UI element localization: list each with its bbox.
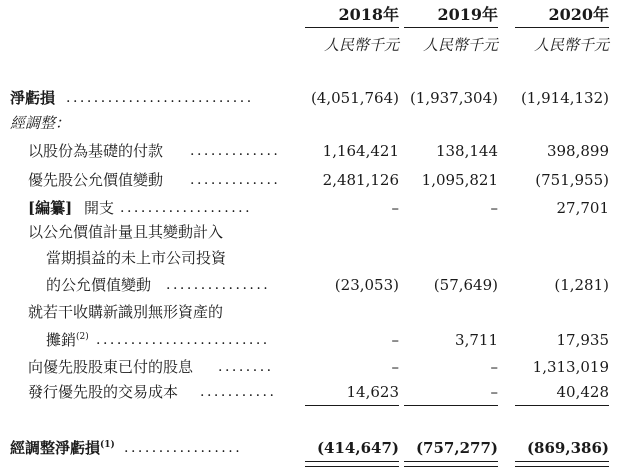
value-2018: (4,051,764): [310, 89, 399, 107]
leader-dots: .........................: [96, 332, 270, 348]
value-2020: 27,701: [556, 199, 609, 217]
value-2019: –: [490, 199, 498, 217]
leader-dots: ...............: [166, 277, 271, 293]
leader-dots: ...................: [120, 200, 253, 216]
header-rule-2018: [305, 27, 399, 28]
subtotal-rule-2020: [515, 405, 609, 406]
year-header-2019: 2019年: [437, 5, 498, 24]
value-2020: 40,428: [556, 383, 609, 401]
value-2020: (1,281): [554, 276, 609, 294]
value-2019: –: [490, 383, 498, 401]
table-row-dividends: [0, 357, 640, 383]
row-label: 開支: [84, 199, 115, 217]
row-label: 攤銷: [46, 331, 77, 349]
header-rule-2020: [515, 27, 609, 28]
footnote-ref: (2): [76, 332, 89, 342]
value-2018: –: [391, 331, 399, 349]
year-header-2018: 2018年: [338, 5, 399, 24]
year-header-2020: 2020年: [548, 5, 609, 24]
row-label: 以股份為基礎的付款: [28, 142, 164, 160]
value-2020: 17,935: [556, 331, 609, 349]
row-label: 向優先股股東已付的股息: [28, 358, 194, 376]
table-row-share-based-payment: [0, 141, 640, 167]
table-row-fv-line-3: [0, 275, 640, 301]
table-row-fv-line-1: [0, 222, 640, 248]
table-row-amortization-line-2: [0, 330, 640, 356]
table-row-adjusted-by: [0, 113, 640, 139]
row-label: 的公允價值變動: [46, 276, 152, 294]
row-label: 經調整：: [10, 114, 71, 132]
table-row-net-loss: [0, 88, 640, 114]
leader-dots: ........: [218, 359, 274, 375]
value-2018: 14,623: [346, 383, 399, 401]
row-label: 經調整淨虧損: [10, 439, 101, 457]
leader-dots: ...........: [200, 384, 277, 400]
value-2018: 1,164,421: [322, 142, 399, 160]
value-2020: (869,386): [526, 439, 609, 457]
total-double-rule-2020: [515, 461, 609, 467]
row-label: 發行優先股的交易成本: [28, 383, 179, 401]
table-row-preferred-fv-change: [0, 170, 640, 196]
table-row-fv-line-2: [0, 248, 640, 274]
unit-label-2020: 人民幣千元: [533, 36, 609, 54]
row-label: 淨虧損: [10, 89, 56, 107]
value-2019: 3,711: [455, 331, 498, 349]
value-2020: (751,955): [535, 171, 609, 189]
row-label: 以公允價值計量且其變動計入: [28, 223, 224, 241]
leader-dots: .............: [190, 143, 281, 159]
table-row-redacted-expenses: [0, 198, 640, 224]
row-label: 就若干收購新識別無形資產的: [28, 303, 224, 321]
value-2020: 1,313,019: [532, 358, 609, 376]
total-double-rule-2019: [404, 461, 498, 467]
value-2019: 138,144: [435, 142, 498, 160]
subtotal-rule-2018: [305, 405, 399, 406]
unit-label-2019: 人民幣千元: [422, 36, 498, 54]
total-double-rule-2018: [305, 461, 399, 467]
leader-dots: ...........................: [66, 90, 254, 106]
subtotal-rule-2019: [404, 405, 498, 406]
table-row-amortization-line-1: [0, 302, 640, 328]
value-2019: (1,937,304): [409, 89, 498, 107]
value-2018: –: [391, 199, 399, 217]
redacted-tag: [編纂]: [28, 199, 73, 217]
header-rule-2019: [404, 27, 498, 28]
value-2020: 398,899: [546, 142, 609, 160]
row-label: 當期損益的未上市公司投資: [46, 249, 227, 267]
value-2018: (23,053): [334, 276, 399, 294]
value-2018: –: [391, 358, 399, 376]
row-label: 優先股公允價值變動: [28, 171, 164, 189]
value-2018: 2,481,126: [322, 171, 399, 189]
footnote-ref: (1): [100, 440, 115, 450]
value-2019: –: [490, 358, 498, 376]
value-2019: (57,649): [433, 276, 498, 294]
unit-label-2018: 人民幣千元: [323, 36, 399, 54]
leader-dots: .............: [190, 172, 281, 188]
value-2020: (1,914,132): [520, 89, 609, 107]
value-2019: (757,277): [415, 439, 498, 457]
leader-dots: .................: [124, 440, 243, 456]
value-2018: (414,647): [316, 439, 399, 457]
value-2019: 1,095,821: [421, 171, 498, 189]
